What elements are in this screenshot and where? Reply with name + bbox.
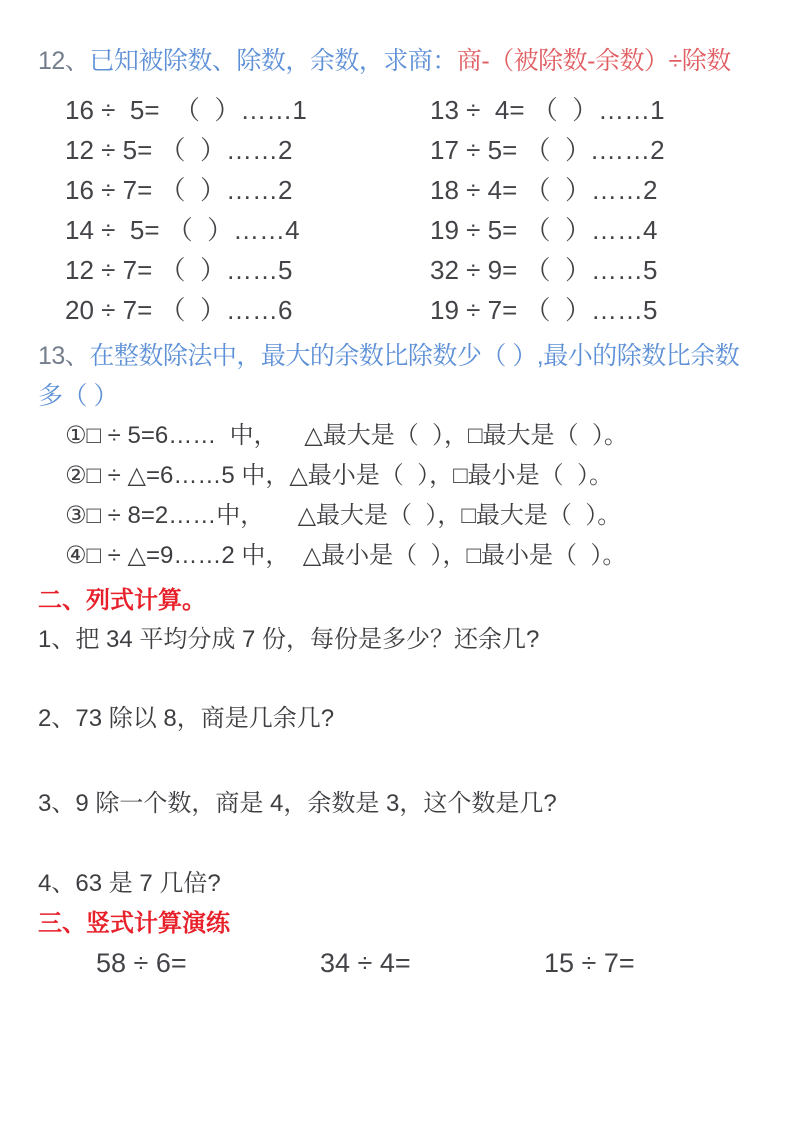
vertical-calculation-row [96,948,768,978]
question-12-number: 12、 [38,47,90,75]
question-12-problem-grid [38,90,768,330]
question-12-formula: 商-（被除数-余数）÷除数 [456,47,731,75]
question-13-line-1 [38,336,768,376]
division-problem-right-2: 17 ÷ 5= （ ）.……2 [430,135,665,165]
subitem-1: ①□ ÷ 5=6…… 中， △最大是（ ），□最大是（ ）。 [65,422,628,449]
question-13-line-2: 多（ ） [38,382,118,410]
word-problem-1: 1、把 34 平均分成 7 份，每份是多少？还余几? [38,626,540,653]
question-13-text-1: 在整数除法中，最大的余数比除数少（ ）,最小的除数比余数 [89,342,740,370]
division-problem-right-4: 19 ÷ 5= （ ）……4 [430,215,658,245]
division-problem-left-3: 16 ÷ 7= （ ）……2 [65,175,293,205]
vertical-equation-2: 34 ÷ 4= [320,948,411,978]
division-problem-left-5: 12 ÷ 7= （ ）……5 [65,255,293,285]
question-13 [38,336,768,416]
division-problem-left-6: 20 ÷ 7= （ ）……6 [65,295,293,325]
section-3-heading: 三、竖式计算演练 [38,910,230,937]
division-problem-right-1: 13 ÷ 4= （ ）……1 [430,95,665,125]
word-problem-4: 4、63 是 7 几倍? [38,870,221,897]
subitem-4: ④□ ÷ △=9……2 中， △最小是（ ），□最小是（ ）。 [65,542,627,569]
question-12-heading [38,46,768,76]
division-problem-right-3: 18 ÷ 4= （ ）……2 [430,175,658,205]
subitem-3: ③□ ÷ 8=2……中， △最大是（ ），□最大是（ ）。 [65,502,622,529]
division-problem-right-5: 32 ÷ 9= （ ）……5 [430,255,658,285]
division-problem-left-1: 16 ÷ 5= （ ）……1 [65,95,307,125]
division-problem-right-6: 19 ÷ 7= （ ）……5 [430,295,658,325]
word-problem-2: 2、73 除以 8，商是几余几? [38,705,335,732]
vertical-equation-1: 58 ÷ 6= [96,948,187,978]
subitem-2: ②□ ÷ △=6……5 中，△最小是（ ），□最小是（ ）。 [65,462,613,489]
question-12-prompt: 已知被除数、除数，余数，求商： [89,47,457,75]
question-13-number: 13、 [38,342,90,370]
vertical-equation-3: 15 ÷ 7= [544,948,635,978]
question-13-subitems [38,416,768,576]
section-2-heading: 二、列式计算。 [38,587,206,614]
division-problem-left-2: 12 ÷ 5= （ ）……2 [65,135,293,165]
division-problem-left-4: 14 ÷ 5= （ ）……4 [65,215,300,245]
word-problem-3: 3、9 除一个数，商是 4，余数是 3，这个数是几? [38,790,557,817]
